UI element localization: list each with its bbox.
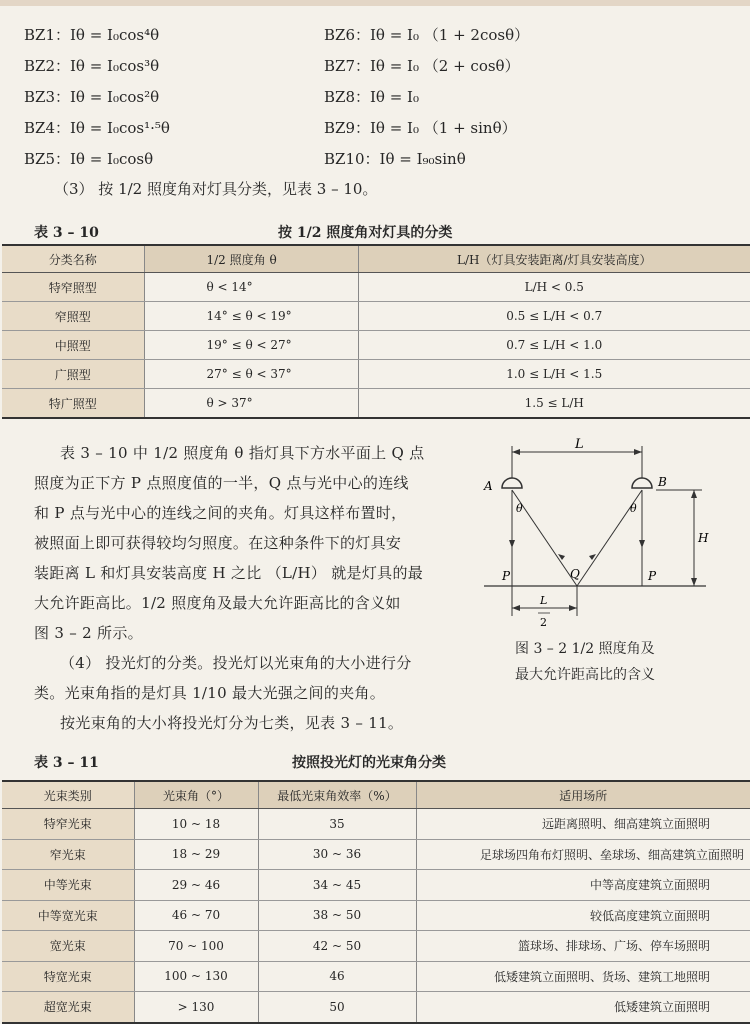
- table-3-11-title: 按照投光灯的光束角分类: [292, 755, 446, 771]
- table-cell: 34 ~ 45: [258, 870, 416, 901]
- text-line: 表 3 – 10 中 1/2 照度角 θ 指灯具下方水平面上 Q 点: [60, 444, 425, 462]
- label-p-right: P: [648, 569, 657, 583]
- table-cell: 35: [258, 809, 416, 840]
- table-cell: 1.5 ≤ L/H: [358, 389, 750, 419]
- formula-bz10: BZ10：Iθ = I₉₀sinθ: [324, 150, 466, 168]
- table-cell: 篮球场、排球场、广场、停车场照明: [416, 931, 750, 962]
- note-item-3: （3） 按 1/2 照度角对灯具分类，见表 3 – 10。: [54, 180, 378, 198]
- table-cell: 足球场四角布灯照明、垒球场、细高建筑立面照明: [416, 839, 750, 870]
- text-line: 按光束角的大小将投光灯分为七类，见表 3 – 11。: [60, 714, 404, 732]
- top-edge-strip: [0, 0, 750, 6]
- ray-arrow: [639, 540, 645, 548]
- table-cell: 特窄照型: [2, 273, 144, 302]
- table-cell: 特窄光束: [2, 809, 134, 840]
- arrowhead: [569, 605, 577, 611]
- column-header: 光束类别: [2, 781, 134, 809]
- table-3-10-title: 按 1/2 照度角对灯具的分类: [278, 225, 453, 241]
- label-theta-right: θ: [630, 502, 637, 515]
- text-line: 和 P 点与光中心的连线之间的夹角。灯具这样布置时，: [34, 504, 407, 522]
- caption-line: 最大允许距高比的含义: [515, 667, 655, 683]
- table-row: [2, 992, 750, 1023]
- label-b: B: [658, 475, 667, 489]
- table-row: [2, 389, 750, 419]
- table-3-10: [2, 244, 750, 419]
- table-cell: L/H < 0.5: [358, 273, 750, 302]
- label-q: Q: [570, 567, 580, 581]
- table-cell: 中等高度建筑立面照明: [416, 870, 750, 901]
- table-row: [2, 809, 750, 840]
- table-row: [2, 273, 750, 302]
- table-cell: θ < 14°: [144, 273, 358, 302]
- table-cell: 中照型: [2, 331, 144, 360]
- table-cell: 低矮建筑立面照明: [416, 992, 750, 1023]
- table-row: [2, 870, 750, 901]
- explanation-paragraph: [34, 438, 474, 738]
- text-line: 装距离 L 和灯具安装高度 H 之比 （L/H） 就是灯具的最: [34, 564, 424, 582]
- luminaire-right-icon: [632, 478, 652, 488]
- table-cell: 29 ~ 46: [134, 870, 258, 901]
- label-p-left: P: [502, 569, 511, 583]
- table-3-11: [2, 780, 750, 1024]
- label-a: A: [484, 479, 493, 493]
- table-row: [2, 900, 750, 931]
- text-line: 照度为正下方 P 点照度值的一半，Q 点与光中心的连线: [34, 474, 409, 492]
- arrowhead: [634, 449, 642, 455]
- table-cell: 中等宽光束: [2, 900, 134, 931]
- table-cell: 50: [258, 992, 416, 1023]
- formula-bz9: BZ9：Iθ = I₀ （1 + sinθ）: [324, 119, 517, 137]
- table-cell: 超宽光束: [2, 992, 134, 1023]
- table-cell: 0.5 ≤ L/H < 0.7: [358, 302, 750, 331]
- table-cell: 10 ~ 18: [134, 809, 258, 840]
- ray-arrow: [509, 540, 515, 548]
- label-l: L: [575, 438, 584, 452]
- figure-3-2-diagram: [470, 438, 730, 658]
- table-cell: 46: [258, 961, 416, 992]
- table-cell: 38 ~ 50: [258, 900, 416, 931]
- text-line: 大允许距高比。1/2 照度角及最大允许距高比的含义如: [34, 594, 401, 612]
- table-header-row: [2, 781, 750, 809]
- text-line: 类。光束角指的是灯具 1/10 最大光强之间的夹角。: [34, 684, 386, 702]
- table-cell: 19° ≤ θ < 27°: [144, 331, 358, 360]
- table-cell: 30 ~ 36: [258, 839, 416, 870]
- formula-bz1: BZ1：Iθ = I₀cos⁴θ: [24, 26, 160, 44]
- arrowhead: [691, 578, 697, 586]
- table-3-11-number: 表 3 – 11: [34, 755, 99, 771]
- formula-bz3: BZ3：Iθ = I₀cos²θ: [24, 88, 160, 106]
- table-cell: 0.7 ≤ L/H < 1.0: [358, 331, 750, 360]
- table-cell: 46 ~ 70: [134, 900, 258, 931]
- formula-bz5: BZ5：Iθ = I₀cosθ: [24, 150, 154, 168]
- arrowhead: [512, 605, 520, 611]
- table-row: [2, 331, 750, 360]
- formula-bz2: BZ2：Iθ = I₀cos³θ: [24, 57, 160, 75]
- figure-3-2-caption: [515, 636, 735, 688]
- table-row: [2, 931, 750, 962]
- column-header: L/H（灯具安装距离/灯具安装高度）: [358, 245, 750, 273]
- formula-bz8: BZ8：Iθ = I₀: [324, 88, 419, 106]
- luminaire-left-icon: [502, 478, 522, 488]
- table-row: [2, 961, 750, 992]
- formula-bz6: BZ6：Iθ = I₀ （1 + 2cosθ）: [324, 26, 530, 44]
- column-header: 光束角（°）: [134, 781, 258, 809]
- text-line: 图 3 – 2 所示。: [34, 624, 143, 642]
- label-theta-left: θ: [516, 502, 523, 515]
- table-cell: 1.0 ≤ L/H < 1.5: [358, 360, 750, 389]
- table-cell: 远距离照明、细高建筑立面照明: [416, 809, 750, 840]
- text-line: （4） 投光灯的分类。投光灯以光束角的大小进行分: [60, 654, 412, 672]
- table-cell: 窄光束: [2, 839, 134, 870]
- table-cell: 70 ~ 100: [134, 931, 258, 962]
- column-header: 分类名称: [2, 245, 144, 273]
- table-cell: 18 ~ 29: [134, 839, 258, 870]
- table-cell: 较低高度建筑立面照明: [416, 900, 750, 931]
- table-cell: > 130: [134, 992, 258, 1023]
- label-h: H: [698, 531, 709, 545]
- text-line: 被照面上即可获得较均匀照度。在这种条件下的灯具安: [34, 534, 402, 552]
- table-cell: 特宽光束: [2, 961, 134, 992]
- table-row: [2, 302, 750, 331]
- table-3-10-number: 表 3 – 10: [34, 225, 99, 241]
- table-header-row: [2, 245, 750, 273]
- table-cell: 42 ~ 50: [258, 931, 416, 962]
- formula-bz7: BZ7：Iθ = I₀ （2 + cosθ）: [324, 57, 520, 75]
- table-cell: 27° ≤ θ < 37°: [144, 360, 358, 389]
- formula-bz4: BZ4：Iθ = I₀cos¹·⁵θ: [24, 119, 170, 137]
- table-cell: 宽光束: [2, 931, 134, 962]
- column-header: 最低光束角效率（%）: [258, 781, 416, 809]
- table-cell: 低矮建筑立面照明、货场、建筑工地照明: [416, 961, 750, 992]
- label-half-l-numerator: L: [540, 594, 548, 607]
- label-half-l-denominator: 2: [540, 616, 547, 629]
- table-cell: 中等光束: [2, 870, 134, 901]
- table-cell: 特广照型: [2, 389, 144, 419]
- table-cell: 14° ≤ θ < 19°: [144, 302, 358, 331]
- arrowhead: [691, 490, 697, 498]
- arrowhead: [512, 449, 520, 455]
- table-cell: 广照型: [2, 360, 144, 389]
- column-header: 1/2 照度角 θ: [144, 245, 358, 273]
- table-row: [2, 839, 750, 870]
- table-cell: 窄照型: [2, 302, 144, 331]
- column-header: 适用场所: [416, 781, 750, 809]
- table-cell: θ > 37°: [144, 389, 358, 419]
- caption-line: 图 3 – 2 1/2 照度角及: [515, 641, 655, 657]
- table-cell: 100 ~ 130: [134, 961, 258, 992]
- table-row: [2, 360, 750, 389]
